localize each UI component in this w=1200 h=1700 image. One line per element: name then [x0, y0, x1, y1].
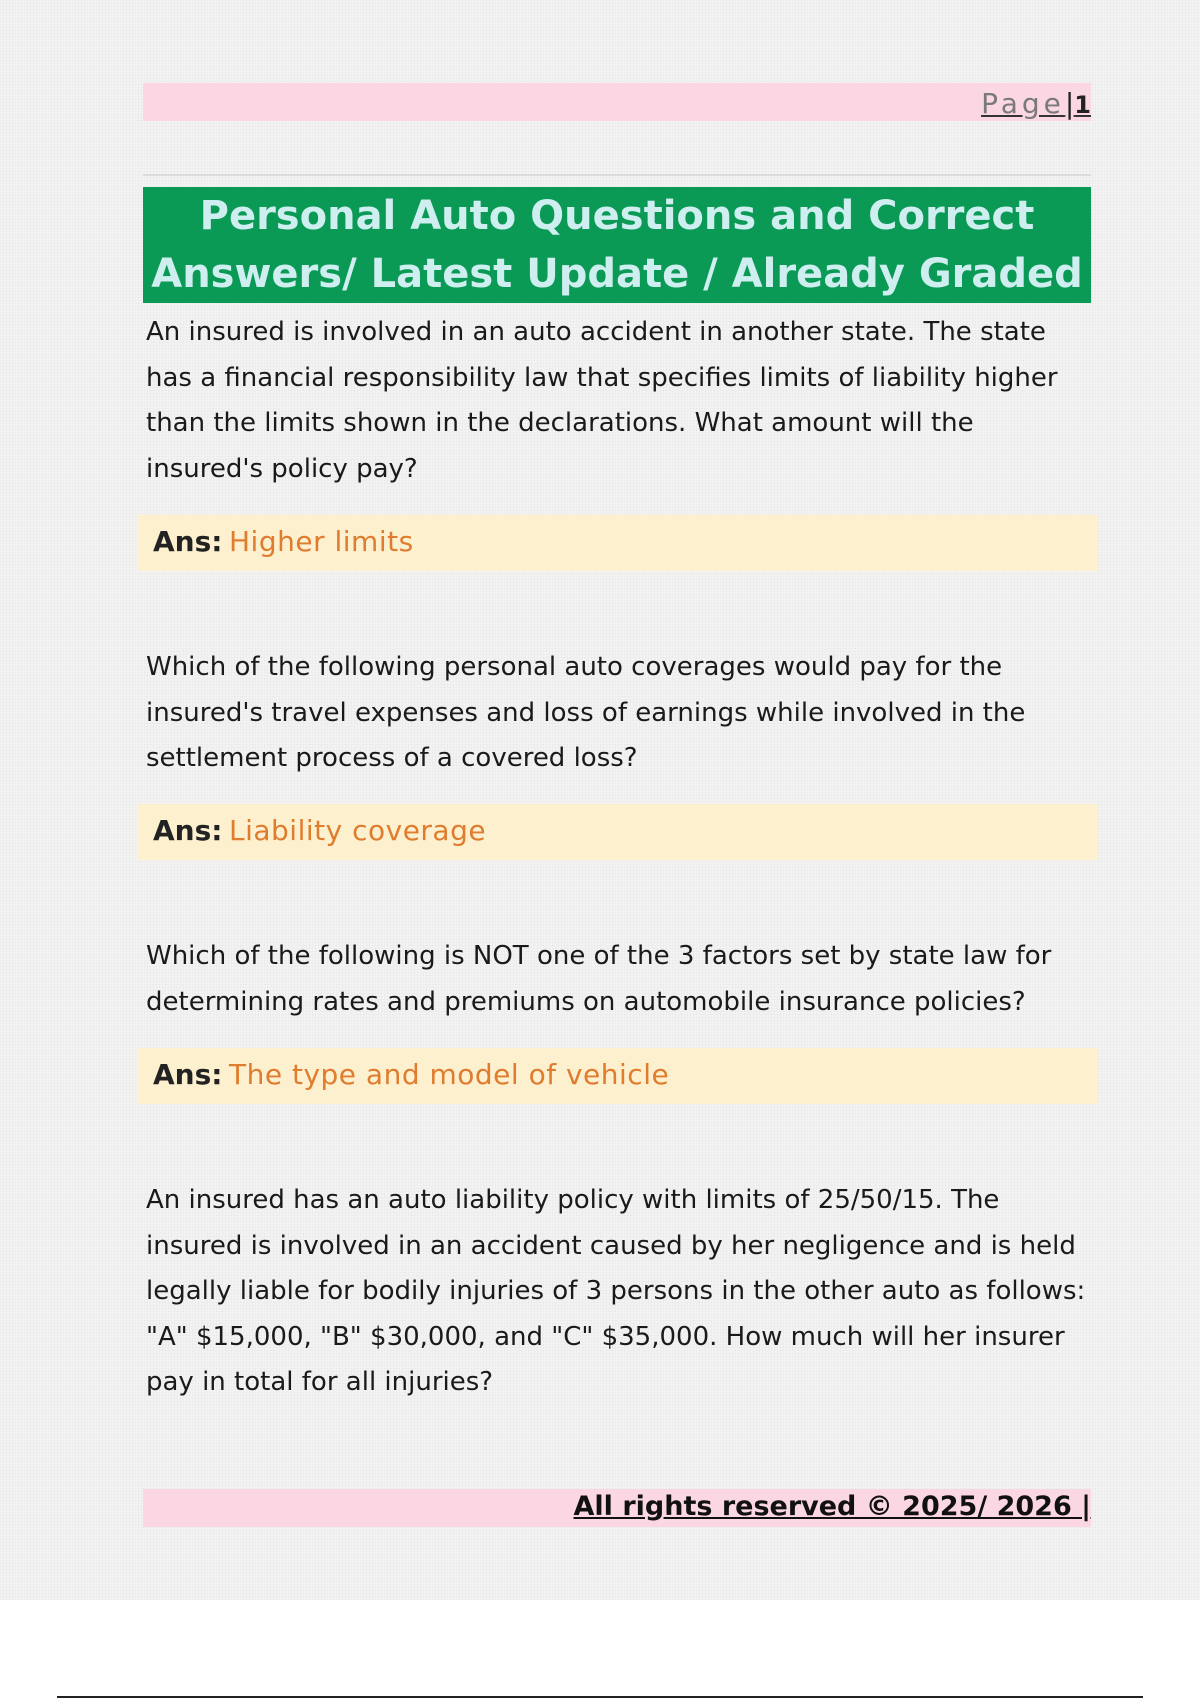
title-banner [143, 187, 1091, 303]
page-separator: | [1064, 87, 1075, 120]
answer-text: Higher limits [229, 525, 414, 558]
copyright-notice: All rights reserved © 2025/ 2026 | [573, 1491, 1091, 1522]
page-label: Page [981, 87, 1065, 120]
page-number-indicator [981, 87, 1091, 120]
answer-box [137, 804, 1097, 860]
answer-box [137, 515, 1097, 571]
answer-text: The type and model of vehicle [229, 1058, 670, 1091]
header-divider [143, 174, 1091, 176]
answer-label: Ans: [153, 525, 223, 558]
answer-text: Liability coverage [229, 814, 487, 847]
page-footer [143, 1489, 1091, 1527]
question-text: Which of the following is NOT one of the 3 factors set by state law for determining rates and premiums on automobile insurance policies? [146, 941, 1052, 1017]
answer-label: Ans: [153, 814, 223, 847]
page-header [143, 83, 1091, 121]
question-text: An insured is involved in an auto accident in another state. The state has a financial responsibility law that specifies limits of liability higher than the limits shown in the declarations. What amount will the insured's policy pay? [146, 317, 1058, 484]
document-title: Personal Auto Questions and Correct Answers/ Latest Update / Already Graded [151, 193, 1083, 297]
page-number: 1 [1074, 91, 1091, 119]
page-bottom-divider [57, 1696, 1143, 1698]
question-text: An insured has an auto liability policy with limits of 25/50/15. The insured is involved in an accident caused by her negligence and is held legally liable for bodily injuries of 3 persons in the other auto as follows: "A" $15,000, "B" $30,000, and "C" $35,000. How much will her insurer pay in total for all injuries? [146, 1185, 1086, 1397]
answer-label: Ans: [153, 1058, 223, 1091]
answer-box [137, 1048, 1097, 1104]
question-text: Which of the following personal auto coverages would pay for the insured's travel expenses and loss of earnings while involved in the settlement process of a covered loss? [146, 652, 1026, 773]
